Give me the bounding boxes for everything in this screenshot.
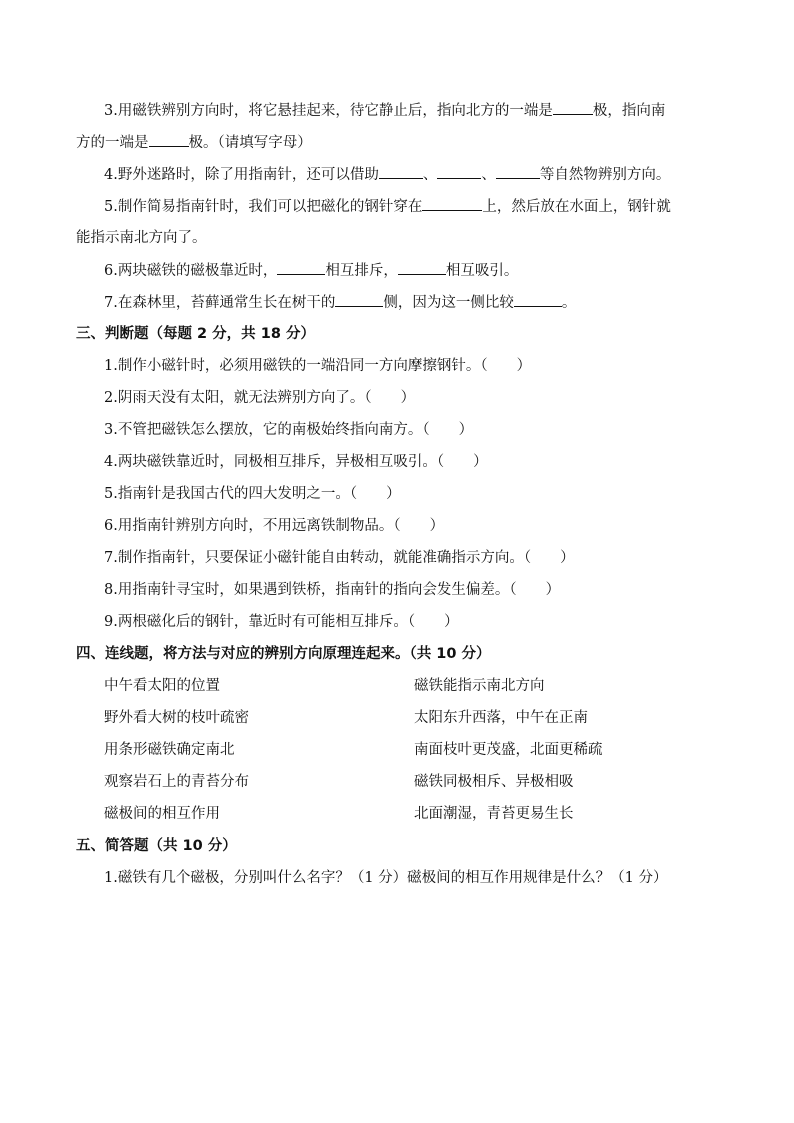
short-answer-item: 1.磁铁有几个磁极，分别叫什么名字？（1 分）磁极间的相互作用规律是什么？（1 分） xyxy=(104,870,668,886)
fill-item-text: 。 xyxy=(561,295,577,311)
answer-blank[interactable] xyxy=(379,164,423,179)
match-left-item[interactable]: 野外看大树的枝叶疏密 xyxy=(104,710,249,726)
fill-item-6 xyxy=(0,260,794,281)
match-left-item[interactable]: 中午看太阳的位置 xyxy=(104,678,220,694)
answer-blank[interactable] xyxy=(553,100,593,115)
judgement-item: 3.不管把磁铁怎么摆放，它的南极始终指向南方。（ ） xyxy=(104,422,474,438)
match-left-item[interactable]: 观察岩石上的青苔分布 xyxy=(104,774,249,790)
fill-item-text: 能指示南北方向了。 xyxy=(76,230,207,246)
fill-item-text: 极。（请填写字母） xyxy=(188,135,312,151)
match-right-item[interactable]: 北面潮湿，青苔更易生长 xyxy=(414,806,574,822)
answer-blank[interactable] xyxy=(149,132,189,147)
fill-item-text: 相互吸引。 xyxy=(445,263,519,279)
judgement-item: 6.用指南针辨别方向时，不用远离铁制物品。（ ） xyxy=(104,518,445,534)
answer-blank[interactable] xyxy=(335,292,383,307)
judgement-item: 2.阴雨天没有太阳，就无法辨别方向了。（ ） xyxy=(104,390,416,406)
judgement-item: 9.两根磁化后的钢针，靠近时有可能相互排斥。（ ） xyxy=(104,614,459,630)
fill-item-text: 、 xyxy=(481,167,496,183)
judgement-item: 4.两块磁铁靠近时，同极相互排斥，异极相互吸引。（ ） xyxy=(104,454,488,470)
fill-item-3 xyxy=(0,100,794,121)
answer-blank[interactable] xyxy=(496,164,540,179)
fill-item-text: 4.野外迷路时，除了用指南针，还可以借助 xyxy=(104,167,379,183)
judgement-item: 1.制作小磁针时，必须用磁铁的一端沿同一方向摩擦钢针。（ ） xyxy=(104,358,532,374)
fill-item-text: 5.制作简易指南针时，我们可以把磁化的钢针穿在 xyxy=(104,199,423,215)
fill-item-text: 侧，因为这一侧比较 xyxy=(383,295,514,311)
answer-blank[interactable] xyxy=(398,260,446,275)
match-right-item[interactable]: 磁铁同极相斥、异极相吸 xyxy=(414,774,574,790)
answer-blank[interactable] xyxy=(422,196,482,211)
answer-blank[interactable] xyxy=(277,260,325,275)
match-left-item[interactable]: 用条形磁铁确定南北 xyxy=(104,742,235,758)
judgement-item: 5.指南针是我国古代的四大发明之一。（ ） xyxy=(104,486,401,502)
match-right-item[interactable]: 太阳东升西落，中午在正南 xyxy=(414,710,588,726)
match-right-item[interactable]: 南面枝叶更茂盛，北面更稀疏 xyxy=(414,742,603,758)
fill-item-5-cont xyxy=(0,228,794,248)
fill-item-4 xyxy=(0,164,794,185)
match-right-item[interactable]: 磁铁能指示南北方向 xyxy=(414,678,545,694)
judgement-item: 7.制作指南针，只要保证小磁针能自由转动，就能准确指示方向。（ ） xyxy=(104,550,575,566)
fill-item-text: 上，然后放在水面上，钢针就 xyxy=(482,199,671,215)
answer-blank[interactable] xyxy=(437,164,481,179)
fill-item-text: 、 xyxy=(422,167,438,183)
fill-item-3-cont xyxy=(0,132,794,153)
section-title-matching: 四、连线题，将方法与对应的辨别方向原理连起来。（共 10 分） xyxy=(76,646,491,662)
section-title-short-answer: 五、简答题（共 10 分） xyxy=(76,838,237,854)
judgement-item: 8.用指南针寻宝时，如果遇到铁桥，指南针的指向会发生偏差。（ ） xyxy=(104,582,561,598)
fill-item-7 xyxy=(0,292,794,313)
fill-item-text: 6.两块磁铁的磁极靠近时， xyxy=(104,263,278,279)
fill-item-text: 方的一端是 xyxy=(76,135,149,151)
fill-item-5 xyxy=(0,196,794,217)
answer-blank[interactable] xyxy=(514,292,562,307)
match-left-item[interactable]: 磁极间的相互作用 xyxy=(104,806,220,822)
fill-item-text: 极，指向南 xyxy=(592,103,666,119)
fill-item-text: 3.用磁铁辨别方向时，将它悬挂起来，待它静止后，指向北方的一端是 xyxy=(104,103,553,119)
section-title-judgement: 三、判断题（每题 2 分，共 18 分） xyxy=(76,326,315,342)
fill-item-text: 等自然物辨别方向。 xyxy=(539,167,671,183)
fill-item-text: 相互排斥， xyxy=(325,263,398,279)
fill-item-text: 7.在森林里，苔藓通常生长在树干的 xyxy=(104,295,336,311)
